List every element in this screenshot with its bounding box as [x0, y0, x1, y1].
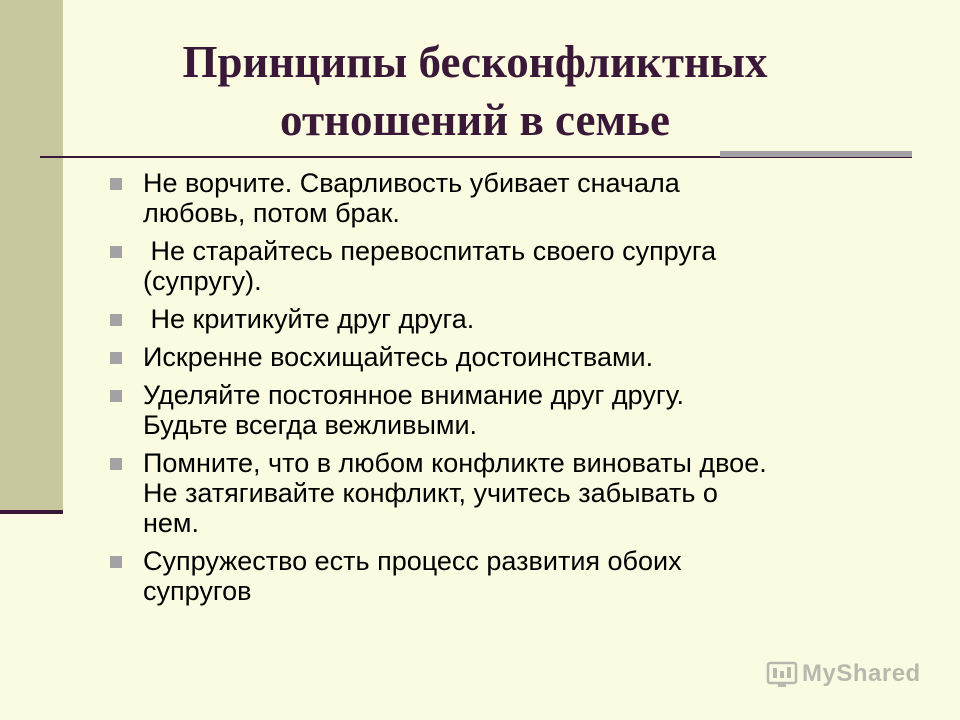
- watermark-text: MyShared: [802, 660, 921, 687]
- bullet-text: Искренне восхищайтесь достоинствами.: [143, 342, 654, 372]
- bullet-text: Не старайтесь перевоспитать своего супруга (супругу).: [143, 236, 717, 296]
- bullet-item: [105, 168, 905, 228]
- slide-title-line-1: Принципы бесконфликтных: [182, 37, 768, 87]
- bullet-text: Не ворчите. Сварливость убивает сначала любовь, потом брак.: [143, 168, 680, 228]
- bullet-text: Не критикуйте друг друга.: [143, 304, 475, 334]
- square-bullet-icon: [110, 246, 122, 258]
- square-bullet-icon: [110, 458, 122, 470]
- square-bullet-icon: [110, 314, 122, 326]
- square-bullet-icon: [110, 178, 122, 190]
- square-bullet-icon: [110, 352, 122, 364]
- slide-title: [110, 33, 840, 149]
- bullet-text: Помните, что в любом конфликте виноваты двое. Не затягивайте конфликт, учитесь забывать о нем.: [143, 448, 767, 538]
- myshared-watermark[interactable]: [766, 656, 921, 692]
- bullet-item: [105, 236, 905, 296]
- slide-title-line-2: отношений в семье: [280, 95, 670, 145]
- bullet-text: Уделяйте постоянное внимание друг другу. Будьте всегда вежливыми.: [143, 380, 685, 440]
- bullet-item: [105, 304, 905, 334]
- bullet-list: [105, 168, 905, 614]
- bullet-item: [105, 342, 905, 372]
- square-bullet-icon: [110, 556, 122, 568]
- bullet-item: [105, 380, 905, 440]
- myshared-logo-icon: [766, 659, 798, 689]
- bullet-item: [105, 546, 905, 606]
- left-decorative-bar: [0, 0, 63, 513]
- bullet-text: Супружество есть процесс развития обоих супругов: [143, 546, 682, 606]
- square-bullet-icon: [110, 390, 122, 402]
- title-accent-bar: [720, 151, 912, 157]
- bullet-item: [105, 448, 905, 538]
- left-bar-divider: [0, 510, 63, 514]
